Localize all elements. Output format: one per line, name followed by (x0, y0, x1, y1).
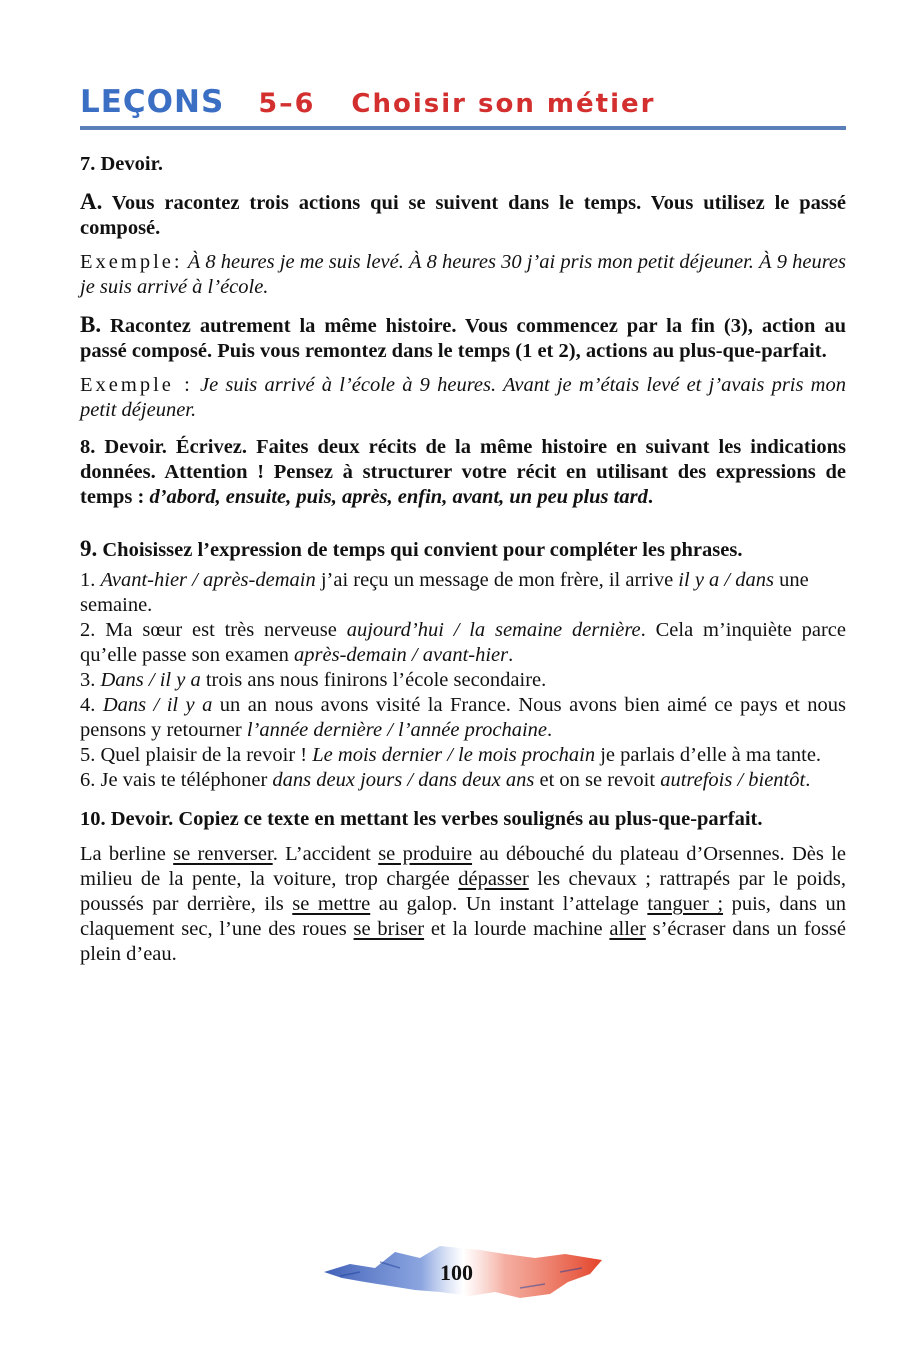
passage-text: les chevaux ; rattrapés par le poids, poussés par derrière, ils (80, 868, 846, 915)
exercise-9-heading (80, 536, 846, 563)
passage-text: au galop. Un instant l’attelage (370, 893, 648, 915)
sentence-5 (80, 743, 846, 768)
sentence-number: 3. (80, 669, 101, 691)
exercise-7-heading: 7. Devoir. (80, 153, 163, 175)
exercise-9-text: Choisissez l’expression de temps qui convient pour compléter les phrases. (102, 539, 743, 561)
sentence-number: 6. (80, 769, 101, 791)
time-options: aujourd’hui / la semaine dernière (346, 619, 641, 641)
example-text: À 8 heures je me suis levé. À 8 heures 30 j’ai pris mon petit déjeuner. À 9 heures je suis arrivé à l’école. (80, 251, 846, 298)
sentence-text: j’ai reçu un message de mon frère, il arrive (315, 569, 679, 591)
exercise-9-number: 9. (80, 536, 98, 561)
passage-text: s’écraser dans un fossé plein d’eau. (80, 918, 846, 965)
underlined-verb: se renverser (173, 843, 273, 865)
sentence-text: je parlais d’elle à ma tante. (595, 744, 822, 766)
sentence-3 (80, 668, 846, 693)
part-b-letter: B. (80, 312, 102, 337)
sentence-number: 2. (80, 619, 106, 641)
passage-text: puis, dans un claquement sec, l’une des roues (80, 893, 846, 940)
sentence-text: Ma sœur est très nerveuse (105, 619, 347, 641)
part-a-text: Vous racontez trois actions qui se suivent dans le temps. Vous utilisez le passé composé. (80, 192, 846, 239)
underlined-verb: se mettre (292, 893, 371, 915)
part-a-letter: A. (80, 189, 103, 214)
sentence-text: . (805, 769, 811, 791)
time-options: Dans / il y a (102, 694, 213, 716)
lesson-numbers: 5–6 (258, 88, 316, 119)
sentence-text: trois ans nous finirons l’école secondaire. (200, 669, 547, 691)
exercise-10-heading: 10. Devoir. Copiez ce texte en mettant les verbes soulignés au plus-que-parfait. (80, 808, 763, 830)
lessons-label: LEÇONS (80, 84, 225, 120)
exercise-10-text (80, 842, 846, 967)
time-options: l’année dernière / l’année prochaine (246, 719, 547, 741)
time-options: dans deux jours / dans deux ans (272, 769, 535, 791)
underlined-verb: tanguer ; (647, 893, 724, 915)
sentence-text: une semaine. (80, 569, 809, 616)
sentence-text: un an nous avons visité la France. Nous avons bien aimé ce pays et nous pensons y retourner (80, 694, 847, 741)
passage-text: au débouché du plateau d’Orsennes. Dès le milieu de la pente, la voiture, trop chargée (80, 843, 846, 890)
sentence-number: 5. (80, 744, 101, 766)
exercise-8-expressions: d’abord, ensuite, puis, après, enfin, avant, un peu plus tard (149, 486, 648, 508)
exercise-8-text: 8. Devoir. Écrivez. Faites deux récits de la même histoire en suivant les indications données. Attention ! Pensez à structurer votre récit en utilisant des expressions de temps : (80, 436, 846, 508)
sentence-number: 4. (80, 694, 103, 716)
example-text: Je suis arrivé à l’école à 9 heures. Avant je m’étais levé et j’avais pris mon petit déjeuner. (80, 374, 846, 421)
sentence-text: Quel plaisir de la revoir ! (100, 744, 313, 766)
time-options: Le mois dernier / le mois prochain (312, 744, 596, 766)
exercise-7b-example (80, 373, 846, 423)
sentence-text: . (508, 644, 514, 666)
exercise-8 (80, 435, 846, 510)
time-options: autrefois / bientôt (660, 769, 806, 791)
exercise-7b-instruction (80, 312, 846, 364)
sentence-6 (80, 768, 846, 793)
page-content (80, 152, 846, 967)
sentence-text: et on se revoit (534, 769, 661, 791)
sentence-text: . (547, 719, 553, 741)
underlined-verb: dépasser (458, 868, 529, 890)
passage-text: et la lourde machine (424, 918, 610, 940)
time-options: Dans / il y a (100, 669, 201, 691)
sentence-2 (80, 618, 846, 668)
time-options: il y a / dans (678, 569, 774, 591)
lesson-header (80, 84, 846, 130)
part-b-text: Racontez autrement la même histoire. Vous commencez par la fin (3), action au passé composé. Puis vous remontez dans le temps (1 et 2), actions au plus-que-parfait. (80, 315, 846, 362)
example-label: Exemple: (80, 251, 183, 273)
exercise-8-end: . (647, 486, 653, 508)
sentence-text: . Cela m’inquiète parce qu’elle passe son examen (80, 619, 846, 666)
sentence-number: 1. (80, 569, 101, 591)
exercise-7a-instruction (80, 189, 846, 241)
passage-text: La berline (80, 843, 174, 865)
underlined-verb: se produire (378, 843, 473, 865)
page (80, 84, 846, 967)
time-options: Avant-hier / après-demain (100, 569, 316, 591)
exercise-9-sentences (80, 568, 846, 793)
sentence-1 (80, 568, 846, 618)
underlined-verb: se briser (353, 918, 425, 940)
sentence-text: Je vais te téléphoner (100, 769, 273, 791)
page-number: 100 (440, 1260, 473, 1285)
page-footer (320, 1232, 610, 1316)
time-options: après-demain / avant-hier (294, 644, 509, 666)
example-label: Exemple : (80, 374, 193, 396)
exercise-7a-example (80, 250, 846, 300)
lesson-title: Choisir son métier (351, 89, 656, 119)
passage-text: . L’accident (272, 843, 379, 865)
underlined-verb: aller (609, 918, 646, 940)
sentence-4 (80, 693, 846, 743)
